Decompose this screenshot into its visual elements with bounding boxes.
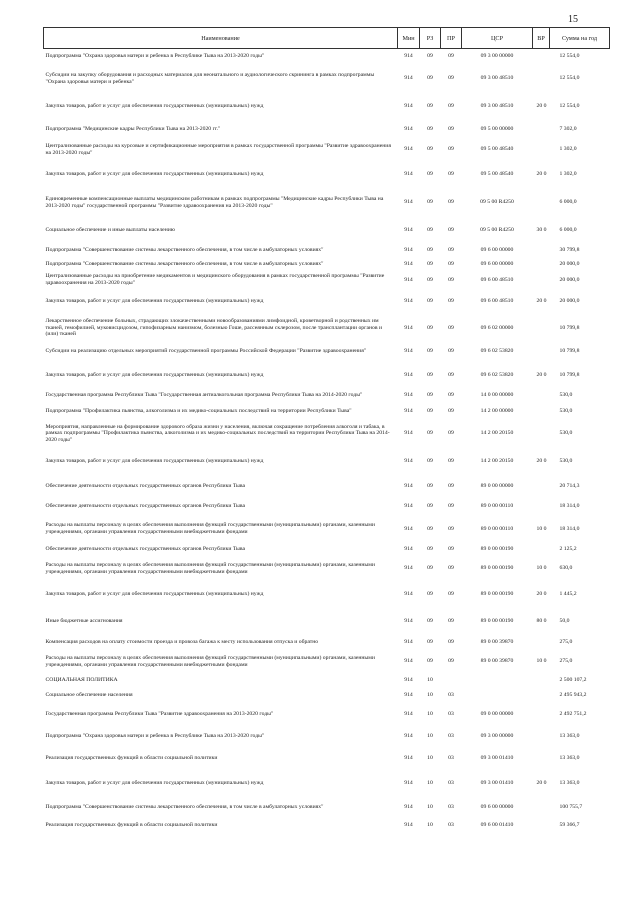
row-rz-cell: 09 [427,371,433,378]
row-rz-cell: 09 [427,276,433,283]
row-pr-cell: 09 [448,261,454,268]
row-rz-cell: 09 [427,53,433,60]
row-min-cell: 914 [404,732,413,739]
row-vr-cell: 20 0 [536,170,547,177]
row-pr-cell: 09 [448,503,454,510]
row-min-cell: 914 [404,618,413,625]
row-csr-cell: 09 5 00 00000 [480,125,514,132]
row-sum-cell: 13 363,0 [559,780,580,787]
row-vr-cell [533,725,550,748]
row-name-cell: Расходы на выплаты персоналу в целях обеспечения выполнения функций государственными (муниципальными) органами, казенными учреждениями, органами управления государственными внебюджетными фондами [45,654,375,668]
row-name-cell: Субсидии на закупку оборудования и расходных материалов для неонатального и аудиологического скрининга в рамках подпрограммы "Охрана здоровья матери и ребенка" [45,71,375,85]
row-pr-cell: 09 [448,407,454,414]
row-name-cell: Подпрограмма "Охрана здоровья матери и ребенка в Республике Тыва на 2013-2020 годы" [45,53,265,60]
row-sum-cell: 59 366,7 [559,822,580,829]
row-rz-cell: 09 [427,407,433,414]
row-vr-cell [533,315,550,342]
row-csr-cell: 89 0 00 00190 [480,546,514,553]
row-csr-cell: 09 6 00 48510 [480,276,514,283]
row-sum-cell: 13 363,0 [559,755,580,762]
row-min-cell: 914 [404,658,413,665]
row-rz-cell: 09 [427,102,433,109]
table-row [44,244,610,258]
table-body [44,49,610,834]
table-row [44,516,610,543]
row-pr-cell: 03 [448,732,454,739]
row-csr-cell: 09 3 00 00000 [480,732,514,739]
row-csr-cell: 09 6 00 01410 [480,822,514,829]
row-vr-cell: 10 0 [536,658,547,665]
table-row [44,258,610,272]
row-name-cell: Государственная программа Республики Тыва "Развитие здравоохранения на 2013-2020 годы" [45,710,274,717]
row-csr-cell: 09 6 02 53820 [480,348,514,355]
row-name-cell: Субсидии на реализацию отдельных мероприятий государственной программы Российской Федерации "Развитие здравоохранения" [45,348,367,355]
row-sum-cell: 12 554,0 [559,53,580,60]
row-sum-cell: 630,0 [559,565,573,572]
row-name-cell: Централизованные расходы на приобретение медикаментов и медицинского оборудования в рамках государственной программы "Развитие здравоохранения на 2013-2020 годы" [45,273,385,286]
table-row [44,818,610,834]
row-rz-cell: 09 [427,199,433,206]
table-row [44,139,610,161]
row-sum-cell: 6 000,0 [559,199,577,206]
row-name-cell: Государственная программа Республики Тыва "Государственная антиалкогольная программа Республики Тыва на 2014-2020 годы" [45,392,363,399]
row-csr-cell: 09 5 00 48540 [480,146,514,153]
row-rz-cell: 10 [427,780,433,787]
row-sum-cell: 13 363,0 [559,732,580,739]
row-rz-cell: 09 [427,125,433,132]
row-sum-cell: 1 302,0 [559,170,577,177]
row-rz-cell: 09 [427,483,433,490]
table-row [44,704,610,725]
row-vr-cell [533,704,550,725]
row-csr-cell: 14 2 00 00000 [480,407,514,414]
row-sum-cell: 20 000,0 [559,261,580,268]
row-pr-cell: 09 [448,102,454,109]
row-sum-cell: 10 799,8 [559,348,580,355]
row-sum-cell: 530,0 [559,407,573,414]
row-sum-cell: 20 000,0 [559,298,580,305]
row-pr-cell: 03 [448,710,454,717]
table-row [44,636,610,650]
row-csr-cell: 89 0 00 00110 [480,525,514,532]
table-row [44,188,610,218]
row-csr-cell: 14 2 00 20150 [480,458,514,465]
row-rz-cell: 09 [427,458,433,465]
row-sum-cell: 18 314,0 [559,525,580,532]
row-rz-cell: 10 [427,677,433,684]
row-csr-cell: 09 6 00 48510 [480,298,514,305]
row-rz-cell: 10 [427,710,433,717]
row-rz-cell: 09 [427,227,433,234]
row-pr-cell: 09 [448,75,454,82]
row-vr-cell [533,748,550,770]
row-min-cell: 914 [404,261,413,268]
row-vr-cell: 10 0 [536,525,547,532]
row-sum-cell: 18 314,0 [559,503,580,510]
row-name-cell: Подпрограмма "Совершенствование системы лекарственного обеспечения, в том числе в амбулаторных условиях" [45,247,324,254]
row-pr-cell: 09 [448,392,454,399]
row-rz-cell: 09 [427,170,433,177]
row-csr-cell: 09 6 00 00000 [480,804,514,811]
table-row [44,120,610,139]
row-sum-cell: 6 000,0 [559,227,577,234]
row-vr-cell [533,674,550,688]
row-name-cell: СОЦИАЛЬНАЯ ПОЛИТИКА [45,677,118,684]
table-row [44,770,610,798]
row-pr-cell: 09 [448,170,454,177]
row-min-cell: 914 [404,324,413,331]
table-row [44,403,610,420]
row-rz-cell: 10 [427,822,433,829]
row-sum-cell: 12 554,0 [559,75,580,82]
row-csr-cell: 09 3 00 48510 [480,75,514,82]
row-name-cell: Подпрограмма "Совершенствование системы лекарственного обеспечения, в том числе в амбулаторных условиях" [45,261,324,268]
table-row [44,476,610,498]
row-name-cell: Подпрограмма "Охрана здоровья матери и ребенка в Республике Тыва на 2013-2020 годы" [45,732,265,739]
budget-table [43,27,610,834]
row-sum-cell: 10 799,8 [559,371,580,378]
table-row [44,218,610,244]
row-min-cell: 914 [404,780,413,787]
row-csr-cell: 09 5 00 R4250 [480,227,514,234]
page-number: 15 [568,14,578,25]
row-rz-cell: 09 [427,146,433,153]
row-name-cell: Иные бюджетные ассигнования [45,618,123,625]
table-row [44,448,610,476]
row-sum-cell: 10 799,8 [559,324,580,331]
row-sum-cell: 100 755,7 [559,804,583,811]
row-min-cell: 914 [404,804,413,811]
table-row [44,389,610,403]
row-min-cell: 914 [404,710,413,717]
row-csr-cell: 09 5 00 48540 [480,170,514,177]
row-name-cell: Закупка товаров, работ и услуг для обеспечения государственных (муниципальных) нужд [45,298,264,305]
row-rz-cell: 09 [427,658,433,665]
row-vr-cell: 20 0 [536,371,547,378]
table-row [44,748,610,770]
row-vr-cell: 30 0 [536,227,547,234]
row-min-cell: 914 [404,755,413,762]
row-name-cell: Компенсация расходов на оплату стоимости проезда и провоза багажа к месту использования отпуска и обратно [45,639,319,646]
row-csr-cell: 09 6 00 00000 [480,261,514,268]
row-min-cell: 914 [404,407,413,414]
row-name-cell: Социальное обеспечение населения [45,692,133,699]
row-pr-cell: 09 [448,276,454,283]
row-vr-cell [533,403,550,420]
row-min-cell: 914 [404,590,413,597]
table-row [44,543,610,557]
row-pr-cell: 09 [448,125,454,132]
row-csr-cell: 09 3 00 01410 [480,755,514,762]
row-sum-cell: 530,0 [559,458,573,465]
row-vr-cell: 20 0 [536,298,547,305]
row-min-cell: 914 [404,348,413,355]
row-min-cell: 914 [404,170,413,177]
row-rz-cell: 09 [427,75,433,82]
row-name-cell: Обеспечение деятельности отдельных государственных органов Республики Тыва [45,503,245,510]
row-csr-cell: 09 6 02 53820 [480,371,514,378]
row-pr-cell: 09 [448,525,454,532]
row-rz-cell: 09 [427,639,433,646]
row-rz-cell: 09 [427,324,433,331]
row-csr-cell: 14 2 00 20150 [480,430,514,437]
table-row [44,650,610,674]
row-sum-cell: 20 000,0 [559,276,580,283]
row-csr-cell: 89 0 00 00190 [480,618,514,625]
row-name-cell: Закупка товаров, работ и услуг для обеспечения государственных (муниципальных) нужд [45,102,264,109]
table-row [44,289,610,315]
row-vr-cell [533,120,550,139]
row-rz-cell: 09 [427,261,433,268]
row-pr-cell: 09 [448,371,454,378]
row-min-cell: 914 [404,677,413,684]
row-min-cell: 914 [404,146,413,153]
header-pr: ПР [441,28,462,49]
row-vr-cell [533,389,550,403]
row-pr-cell [441,674,462,688]
row-pr-cell: 03 [448,755,454,762]
table-row [44,362,610,389]
table-row [44,65,610,93]
row-vr-cell: 20 0 [536,780,547,787]
row-min-cell: 914 [404,53,413,60]
row-vr-cell [533,636,550,650]
row-name-cell: Расходы на выплаты персоналу в целях обеспечения выполнения функций государственными (муниципальными) органами, казенными учреждениями, органами управления государственными внебюджетными фондами [45,561,375,575]
row-csr-cell [462,674,533,688]
row-csr-cell: 09 3 00 48510 [480,102,514,109]
row-vr-cell [533,272,550,289]
row-min-cell: 914 [404,247,413,254]
row-pr-cell: 09 [448,618,454,625]
table-row [44,581,610,608]
row-rz-cell: 10 [427,804,433,811]
table-row [44,674,610,688]
row-sum-cell: 2 492 751,2 [559,710,587,717]
row-rz-cell: 09 [427,590,433,597]
table-row [44,342,610,362]
row-pr-cell: 09 [448,53,454,60]
row-vr-cell [533,476,550,498]
row-rz-cell: 10 [427,692,433,699]
row-pr-cell: 09 [448,146,454,153]
row-min-cell: 914 [404,546,413,553]
row-pr-cell: 09 [448,324,454,331]
row-min-cell: 914 [404,565,413,572]
row-min-cell: 914 [404,392,413,399]
row-csr-cell: 09 6 02 00000 [480,324,514,331]
table-row [44,272,610,289]
row-csr-cell: 89 0 00 00000 [480,483,514,490]
row-csr-cell: 89 0 00 00110 [480,503,514,510]
row-min-cell: 914 [404,692,413,699]
row-pr-cell: 09 [448,565,454,572]
table-row [44,798,610,818]
header-rz: РЗ [420,28,441,49]
row-min-cell: 914 [404,503,413,510]
row-vr-cell [533,258,550,272]
row-csr-cell: 09 0 00 00000 [480,710,514,717]
header-vr: ВР [533,28,550,49]
table-header-row [44,28,610,49]
row-min-cell: 914 [404,525,413,532]
row-min-cell: 914 [404,430,413,437]
row-rz-cell: 10 [427,755,433,762]
row-pr-cell: 09 [448,639,454,646]
row-csr-cell: 09 3 00 00000 [480,53,514,60]
row-vr-cell [533,543,550,557]
row-name-cell: Закупка товаров, работ и услуг для обеспечения государственных (муниципальных) нужд [45,590,264,597]
row-vr-cell: 20 0 [536,458,547,465]
row-name-cell: Расходы на выплаты персоналу в целях обеспечения выполнения функций государственными (муниципальными) органами, казенными учреждениями, органами управления государственными внебюджетными фондами [45,522,375,535]
row-sum-cell: 12 554,0 [559,102,580,109]
row-vr-cell [533,688,550,704]
row-rz-cell: 09 [427,392,433,399]
row-vr-cell [533,798,550,818]
row-sum-cell: 1 445,2 [559,590,577,597]
row-sum-cell: 1 302,0 [559,146,577,153]
row-vr-cell: 20 0 [536,102,547,109]
row-csr-cell: 89 0 00 00190 [480,590,514,597]
row-sum-cell: 20 714,3 [559,483,580,490]
row-pr-cell: 09 [448,199,454,206]
row-name-cell: Социальное обеспечение и иные выплаты населению [45,227,176,234]
row-vr-cell: 20 0 [536,590,547,597]
row-pr-cell: 09 [448,227,454,234]
header-min: Мин [398,28,420,49]
row-min-cell: 914 [404,227,413,234]
row-sum-cell: 275,0 [559,639,573,646]
row-pr-cell: 09 [448,458,454,465]
row-vr-cell [533,342,550,362]
row-vr-cell [533,244,550,258]
row-csr-cell: 14 0 00 00000 [480,392,514,399]
row-pr-cell: 09 [448,658,454,665]
table-row [44,608,610,636]
row-min-cell: 914 [404,125,413,132]
row-name-cell: Обеспечение деятельности отдельных государственных органов Республики Тыва [45,546,245,553]
row-sum-cell: 530,0 [559,430,573,437]
row-pr-cell: 09 [448,590,454,597]
row-name-cell: Обеспечение деятельности отдельных государственных органов Республики Тыва [45,483,245,490]
row-csr-cell: 89 0 00 39870 [480,639,514,646]
row-pr-cell: 09 [448,546,454,553]
row-rz-cell: 09 [427,430,433,437]
row-pr-cell: 03 [448,804,454,811]
row-rz-cell: 09 [427,525,433,532]
row-rz-cell: 09 [427,546,433,553]
row-csr-cell: 89 0 00 00190 [480,565,514,572]
row-sum-cell: 30 799,8 [559,247,580,254]
row-vr-cell [533,65,550,93]
row-name-cell: Закупка товаров, работ и услуг для обеспечения государственных (муниципальных) нужд [45,458,264,465]
row-vr-cell: 80 0 [536,618,547,625]
row-pr-cell: 09 [448,430,454,437]
row-sum-cell: 7 302,0 [559,125,577,132]
row-pr-cell: 03 [448,780,454,787]
row-name-cell: Лекарственное обеспечение больных, страдающих злокачественными новообразованиями лимфоидной, кроветворной и родственных им тканей, гемофилией, муковисцидозом, гипофизарным нанизмом, болезнью Гоше, рассеянным склерозом, после трансплантации органов и (или) тканей [45,318,383,338]
row-sum-cell: 2 495 943,2 [559,692,587,699]
row-rz-cell: 09 [427,298,433,305]
row-name-cell: Подпрограмма "Медицинские кадры Республики Тыва на 2013-2020 гг." [45,125,221,132]
row-sum-cell: 2 500 107,2 [559,677,587,684]
row-sum-cell: 50,0 [559,618,570,625]
row-pr-cell: 03 [448,692,454,699]
row-rz-cell: 09 [427,565,433,572]
row-pr-cell: 09 [448,298,454,305]
row-min-cell: 914 [404,639,413,646]
table-row [44,420,610,448]
row-vr-cell [533,139,550,161]
row-csr-cell: 89 0 00 39870 [480,658,514,665]
row-sum-cell: 530,0 [559,392,573,399]
row-name-cell: Мероприятия, направленные на формирование здорового образа жизни у населения, включая сокращение потребления алкоголя и табака, в рамках подпрограммы "Профилактика пьянства, алкоголизма и их медико-социальных последствий на территории Республики Тыва на 2014-2020 годы" [45,423,390,443]
header-csr: ЦСР [462,28,533,49]
row-vr-cell [533,188,550,218]
row-pr-cell: 09 [448,348,454,355]
header-name: Наименование [44,28,398,49]
header-sum: Сумма на год [550,28,610,49]
row-csr-cell: 09 3 00 01410 [480,780,514,787]
row-csr-cell: 09 5 00 R4250 [480,199,514,206]
row-sum-cell: 2 125,2 [559,546,577,553]
row-min-cell: 914 [404,458,413,465]
row-min-cell: 914 [404,199,413,206]
row-vr-cell [533,420,550,448]
row-sum-cell: 275,0 [559,658,573,665]
row-csr-cell [462,688,533,704]
row-name-cell: Закупка товаров, работ и услуг для обеспечения государственных (муниципальных) нужд [45,371,264,378]
row-pr-cell: 03 [448,822,454,829]
row-name-cell: Подпрограмма "Профилактика пьянства, алкоголизма и их медико-социальных последствий на территории Республики Тыва" [45,407,352,414]
row-min-cell: 914 [404,371,413,378]
row-min-cell: 914 [404,276,413,283]
row-name-cell: Реализация государственных функций в области социальной политики [45,755,218,762]
row-name-cell: Закупка товаров, работ и услуг для обеспечения государственных (муниципальных) нужд [45,780,264,787]
row-name-cell: Закупка товаров, работ и услуг для обеспечения государственных (муниципальных) нужд [45,170,264,177]
table-row [44,688,610,704]
row-name-cell: Единовременные компенсационные выплаты медицинским работникам в рамках подпрограммы "Медицинские кадры Республики Тыва на 2013-2020 годы" государственной программы "Развитие здравоохранения на 2013-2020 годы" [45,195,384,209]
row-min-cell: 914 [404,298,413,305]
row-rz-cell: 10 [427,732,433,739]
row-vr-cell [533,498,550,516]
row-rz-cell: 09 [427,503,433,510]
table-row [44,93,610,120]
row-vr-cell [533,49,550,65]
table-row [44,161,610,188]
table-row [44,49,610,65]
row-vr-cell [533,818,550,834]
row-rz-cell: 09 [427,348,433,355]
row-min-cell: 914 [404,75,413,82]
row-vr-cell: 10 0 [536,565,547,572]
row-rz-cell: 09 [427,247,433,254]
row-csr-cell: 09 6 00 00000 [480,247,514,254]
table-row [44,315,610,342]
row-pr-cell: 09 [448,483,454,490]
row-name-cell: Реализация государственных функций в области социальной политики [45,822,218,829]
row-min-cell: 914 [404,102,413,109]
table-row [44,498,610,516]
row-min-cell: 914 [404,822,413,829]
row-min-cell: 914 [404,483,413,490]
table-row [44,557,610,581]
row-pr-cell: 09 [448,247,454,254]
row-name-cell: Централизованные расходы на курсовые и сертификационные мероприятия в рамках государственной программы "Развитие здравоохранения на 2013-2020 годы" [45,142,391,156]
row-rz-cell: 09 [427,618,433,625]
row-name-cell: Подпрограмма "Совершенствование системы лекарственного обеспечения, в том числе в амбулаторных условиях" [45,804,324,811]
table-row [44,725,610,748]
